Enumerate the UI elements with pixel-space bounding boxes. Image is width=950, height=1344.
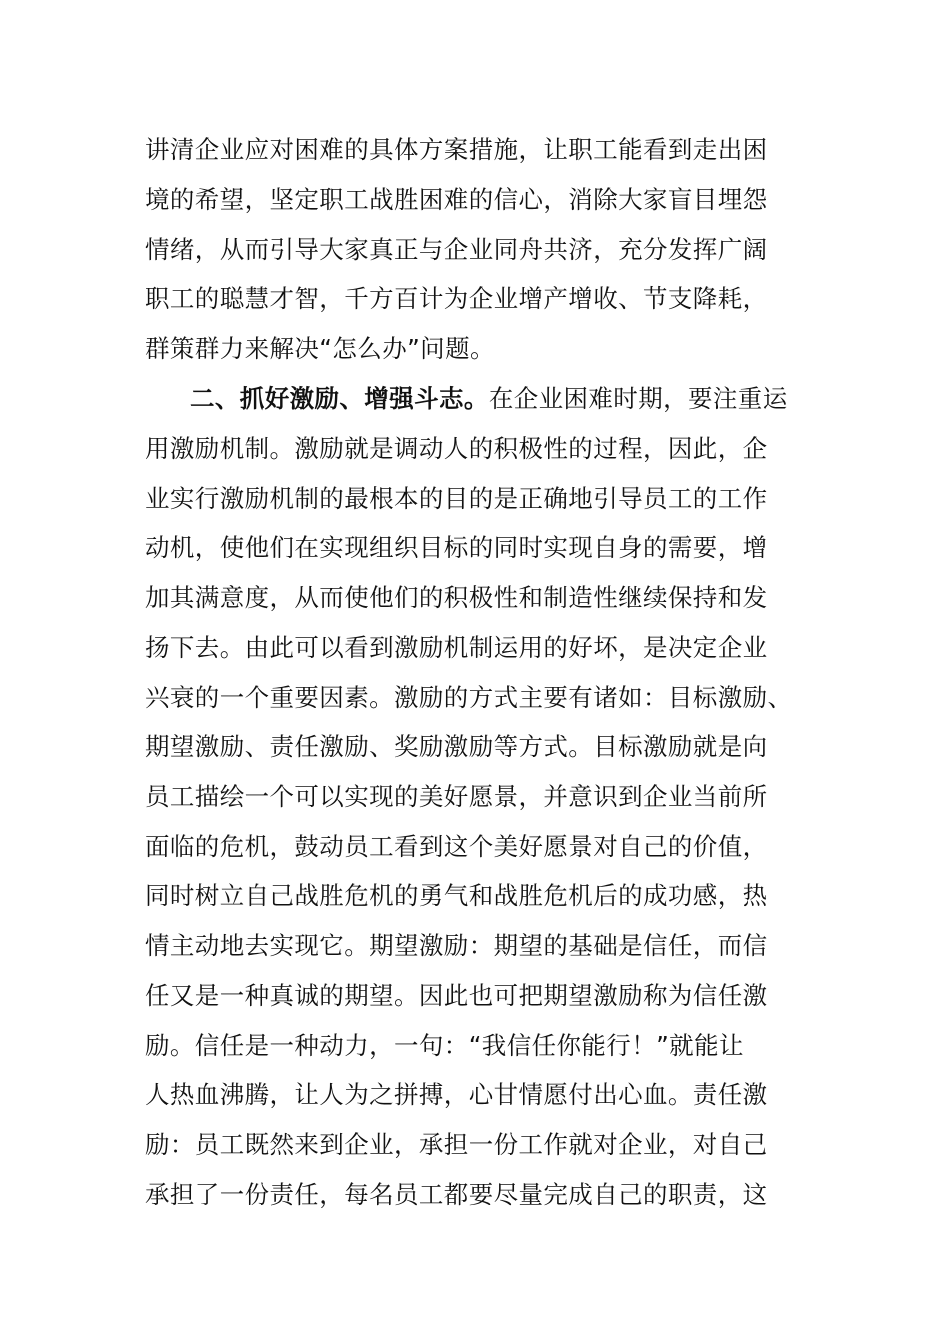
body-text-line: 群策群力来解决“怎么办”问题。 — [145, 334, 495, 363]
body-text-line: 讲清企业应对困难的具体方案措施，让职工能看到走出困 — [145, 135, 768, 164]
body-text-line: 情绪，从而引导大家真正与企业同舟共济，充分发挥广阔 — [145, 235, 768, 264]
section-heading-line — [190, 379, 788, 419]
body-text-line: 职工的聪慧才智，千方百计为企业增产增收、节支降耗， — [145, 284, 768, 313]
body-text-line: 境的希望，坚定职工战胜困难的信心，消除大家盲目埋怨 — [145, 185, 768, 214]
body-text-line: 励：员工既然来到企业，承担一份工作就对企业，对自己 — [145, 1130, 768, 1159]
body-text-line: 同时树立自己战胜危机的勇气和战胜危机后的成功感，热 — [145, 881, 768, 910]
body-text-line: 加其满意度，从而使他们的积极性和制造性继续保持和发 — [145, 583, 768, 612]
body-text-line: 任又是一种真诚的期望。因此也可把期望激励称为信任激 — [145, 981, 768, 1010]
body-text-line: 承担了一份责任，每名员工都要尽量完成自己的职责，这 — [145, 1180, 768, 1209]
body-text-line: 面临的危机，鼓动员工看到这个美好愿景对自己的价值， — [145, 832, 768, 861]
body-text-line: 期望激励、责任激励、奖励激励等方式。目标激励就是向 — [145, 732, 768, 761]
body-text-line: 业实行激励机制的最根本的目的是正确地引导员工的工作 — [145, 484, 768, 513]
body-text-line: 人热血沸腾，让人为之拼搏，心甘情愿付出心血。责任激 — [145, 1080, 768, 1109]
body-text-line: 员工描绘一个可以实现的美好愿景，并意识到企业当前所 — [145, 782, 768, 811]
body-text-line: 动机，使他们在实现组织目标的同时实现自身的需要，增 — [145, 533, 768, 562]
body-text-line: 励。信任是一种动力，一句：“我信任你能行！”就能让 — [145, 1031, 744, 1060]
body-text-line: 用激励机制。激励就是调动人的积极性的过程，因此，企 — [145, 434, 768, 463]
body-text-line: 扬下去。由此可以看到激励机制运用的好坏，是决定企业 — [145, 633, 768, 662]
section-heading: 二、抓好激励、增强斗志。 — [190, 384, 489, 413]
body-text-line: 情主动地去实现它。期望激励：期望的基础是信任，而信 — [145, 931, 768, 960]
body-text-run: 在企业困难时期，要注重运 — [488, 384, 788, 413]
body-text-line: 兴衰的一个重要因素。激励的方式主要有诸如：目标激励、 — [145, 683, 793, 712]
